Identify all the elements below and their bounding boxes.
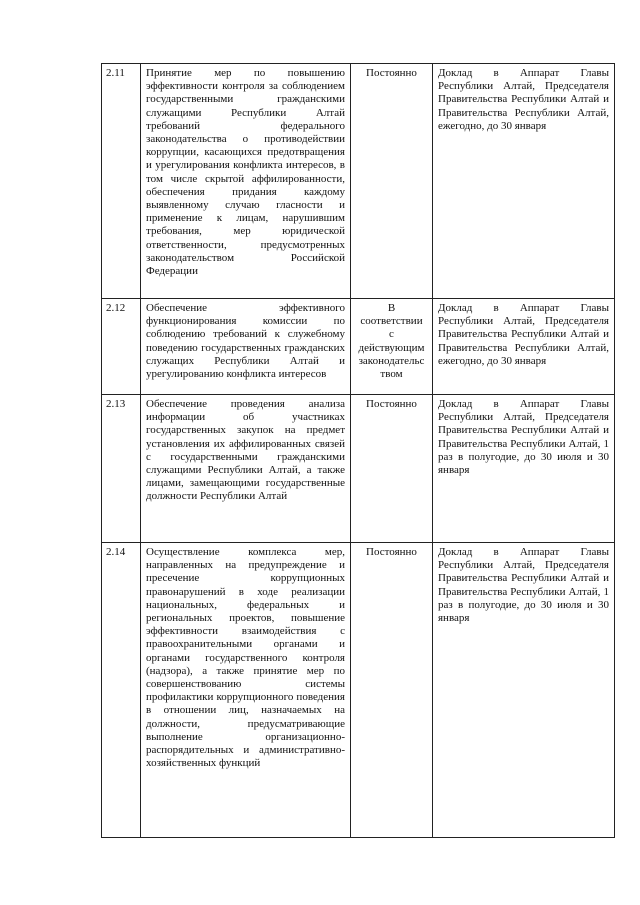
table-row — [102, 395, 615, 543]
deadline: Постоянно — [351, 395, 433, 543]
action-description: Осуществление комплекса мер, направленных на предупреждение и пресечение коррупционных правонарушений в ходе реализации национальных, федеральных и региональных проектов, повышение эффективности взаимодействия с правоохранительными органами и органами государственного контроля (надзора), а также принятие мер по совершенствованию системы профилактики коррупционного поведения в отношении лиц, назначаемых на должности, предусматривающие выполнение организационно-распорядительных и административно-хозяйственных функций — [141, 543, 351, 838]
action-description: Принятие мер по повышению эффективности контроля за соблюдением государственными гражданскими служащими Республики Алтай требований федерального законодательства о противодействии коррупции, касающихся предотвращения и урегулирования конфликта интересов, в том числе скрытой аффилированности, обеспечения придания каждому выявленному случаю гласности и применение к лицам, нарушившим требования, мер юридической ответственности, предусмотренных законодательством Российской Федерации — [141, 64, 351, 299]
table-row — [102, 543, 615, 838]
item-number: 2.14 — [102, 543, 141, 838]
report-form: Доклад в Аппарат Главы Республики Алтай, Председателя Правительства Республики Алтай и Правительства Республики Алтай, ежегодно, до 30 января — [433, 299, 615, 395]
action-description: Обеспечение эффективного функционирования комиссии по соблюдению требований к служебному поведению государственных гражданских служащих Республики Алтай и урегулированию конфликта интересов — [141, 299, 351, 395]
item-number: 2.12 — [102, 299, 141, 395]
table-row — [102, 299, 615, 395]
table-row — [102, 64, 615, 299]
action-description: Обеспечение проведения анализа информации об участниках государственных закупок на предмет установления их аффилированных связей с государственными гражданскими служащими Республики Алтай, а также лицами, замещающими государственные должности Республики Алтай — [141, 395, 351, 543]
deadline: В соответствии с действующим законодательс твом — [351, 299, 433, 395]
report-form: Доклад в Аппарат Главы Республики Алтай, Председателя Правительства Республики Алтай и Правительства Республики Алтай, 1 раз в полугодие, до 30 июля и 30 января — [433, 395, 615, 543]
deadline: Постоянно — [351, 543, 433, 838]
item-number: 2.13 — [102, 395, 141, 543]
report-form: Доклад в Аппарат Главы Республики Алтай, Председателя Правительства Республики Алтай и Правительства Республики Алтай, ежегодно, до 30 января — [433, 64, 615, 299]
action-plan-table — [101, 63, 615, 838]
deadline: Постоянно — [351, 64, 433, 299]
report-form: Доклад в Аппарат Главы Республики Алтай, Председателя Правительства Республики Алтай и Правительства Республики Алтай, 1 раз в полугодие, до 30 июля и 30 января — [433, 543, 615, 838]
item-number: 2.11 — [102, 64, 141, 299]
